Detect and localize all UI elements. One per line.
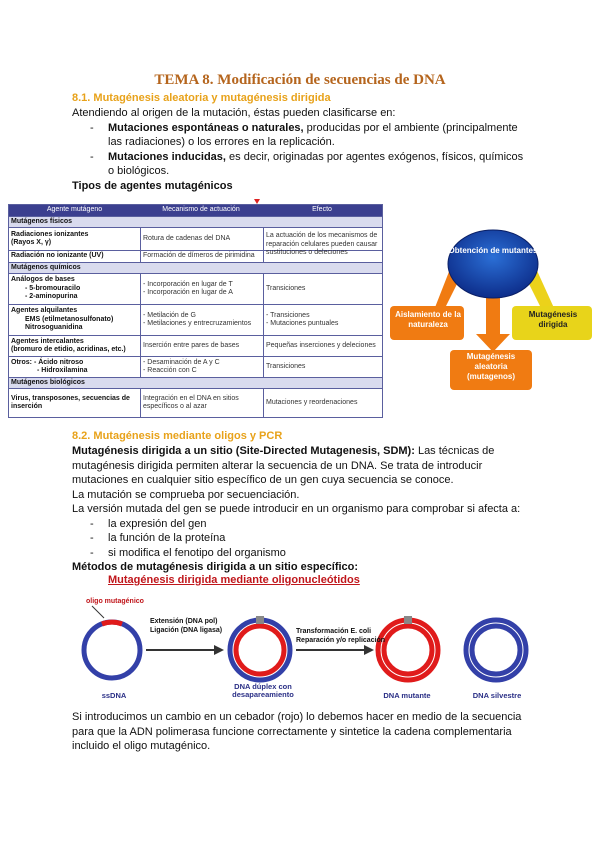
intro-text: Atendiendo al origen de la mutación, éstas pueden clasificarse en:	[72, 107, 396, 119]
cell: Análogos de bases	[11, 276, 75, 284]
cell: - Incorporación en lugar de A	[143, 289, 233, 296]
list-item: - la expresión del gen	[90, 517, 207, 530]
cell: - Metilaciones y entrecruzamientos	[143, 320, 252, 327]
text: mutagénesis dirigida permiten alterar la secuencia de un DNA. Se trata de introducir	[72, 459, 483, 472]
diagram-right-label: Mutagénesis dirigida	[528, 310, 578, 329]
diagram-bottom-label: Mutagénesis aleatoria (mutagenos)	[466, 352, 516, 381]
bold-term: Mutagénesis dirigida a un sitio (Site-Directed Mutagenesis, SDM):	[72, 445, 415, 457]
cell: - Mutaciones puntuales	[266, 320, 339, 327]
text: Si introducimos un cambio en un cebador (rojo) lo debemos hacer en medio de la secuencia	[72, 711, 522, 723]
table-row	[9, 304, 382, 335]
cell: Mutaciones y reordenaciones	[266, 398, 358, 406]
section-heading-8-1: 8.1. Mutagénesis aleatoria y mutagénesis dirigida	[72, 92, 331, 104]
header-cell: Agente mutágeno	[46, 206, 103, 214]
cell: - Hidroxilamina	[37, 367, 88, 374]
table-row	[9, 388, 382, 417]
text: Las técnicas de	[414, 445, 495, 457]
table-category: Mutágenos físicos	[9, 216, 382, 227]
cell: Formación de dímeros de pirimidina	[141, 251, 264, 262]
text: es decir, originadas por agentes exógenos, físicos, químicos	[225, 150, 524, 163]
cell: - Incorporación en lugar de T	[143, 280, 233, 288]
text: si modifica el fenotipo del organismo	[108, 546, 286, 559]
cell: Virus, transposones, secuencias de inserción	[9, 389, 141, 417]
text: La mutación se comprueba por secuenciación.	[72, 488, 300, 501]
header-cell: Efecto	[312, 206, 332, 214]
cell: Radiación no ionizante (UV)	[9, 251, 141, 262]
duplex-circle	[230, 620, 290, 680]
cell: - Transiciones	[266, 311, 310, 319]
text: DNA dúplex con	[234, 682, 292, 691]
text: Extensión (DNA pol)	[150, 618, 218, 625]
section-8-1-body	[72, 106, 572, 193]
arrow-down-icon	[476, 290, 510, 352]
sub-heading-oligonucleotidos: Mutagénesis dirigida mediante oligonucleótidos	[108, 574, 360, 586]
list-item: - la función de la proteína	[90, 532, 226, 544]
ssdna-label: ssDNA	[101, 691, 127, 700]
cell: - Desaminación de A y C	[143, 358, 220, 366]
text: para que la ADN polimerasa funcione correctamente y sintetice la cadena complementaria	[72, 725, 512, 738]
cell: Transiciones	[266, 284, 306, 292]
list-item: - si modifica el fenotipo del organismo	[90, 546, 286, 559]
cell: (Rayos X, γ)	[11, 239, 52, 246]
cell	[264, 251, 382, 262]
table-header	[9, 205, 382, 216]
step1-label	[150, 617, 222, 635]
cell: Radiaciones ionizantes	[11, 230, 89, 238]
table-category: Mutágenos químicos	[9, 262, 382, 273]
cell: Pequeñas inserciones y deleciones	[266, 341, 376, 349]
wild-label: DNA silvestre	[472, 691, 522, 700]
step2-label	[296, 627, 385, 645]
section-heading-8-2: 8.2. Mutagénesis mediante oligos y PCR	[72, 430, 283, 442]
text: Transformación E. coli	[296, 628, 372, 635]
cell: Nitrosoguanidina	[25, 324, 83, 332]
diagram-left-label: Aislamiento de la naturaleza	[395, 310, 461, 329]
cell: Integración en el DNA en sitios específicos o al azar	[141, 389, 264, 417]
cell: EMS (etilmetanosulfonato)	[25, 315, 114, 323]
duplex-label	[218, 683, 308, 699]
cell: La actuación de los mecanismos de reparación celulares pueden causar sustituciones o deleciones	[266, 232, 378, 257]
subheading-tipos: Tipos de agentes mutagénicos	[72, 179, 233, 192]
cell: - Metilación de G	[143, 311, 196, 319]
oligo-label: oligo mutagénico	[86, 598, 144, 605]
mismatch-icon	[256, 616, 264, 624]
wild-circle	[466, 620, 526, 680]
text: mutaciones en cualquier sitio específico de un gen cuya secuencia se conoce.	[72, 474, 454, 486]
cell: - Reacción con C	[143, 367, 197, 374]
cell: Agentes alquilantes	[11, 307, 78, 315]
text: desapareamiento	[232, 690, 294, 699]
diagram-top-label: Obtención de mutantes	[448, 246, 538, 255]
cell: - 2-aminopurina	[25, 293, 78, 301]
table-category: Mutágenos biológicos	[9, 377, 382, 388]
table-row	[9, 356, 382, 377]
section-8-2-body	[72, 444, 582, 575]
oligo-segment	[102, 622, 122, 624]
cell: Otros: - Ácido nitroso	[11, 358, 84, 366]
text: incluido el oligo mutagénico.	[72, 740, 211, 752]
table-row	[9, 250, 382, 262]
text: Ligación (DNA ligasa)	[150, 627, 223, 634]
text: las radiaciones) o los errores en la replicación.	[108, 136, 335, 148]
cell: Transiciones	[266, 362, 306, 370]
table-row	[9, 335, 382, 356]
table-row	[9, 273, 382, 304]
text: la función de la proteína	[108, 532, 226, 544]
page-title: TEMA 8. Modificación de secuencias de DNA	[154, 72, 446, 88]
cell: Agentes intercalantes	[11, 337, 84, 345]
text: o biológicos.	[108, 165, 170, 177]
obtencion-circle	[448, 230, 538, 298]
list-item: - Mutaciones inducidas, es decir, originadas por agentes exógenos, físicos, químicos o biológicos.	[90, 150, 524, 177]
text: producidas por el ambiente (principalmente	[303, 121, 518, 134]
cell: - 5-bromouracilo	[25, 284, 81, 292]
text: Reparación y/o replicación	[296, 637, 386, 644]
bold-term: Mutaciones espontáneas o naturales,	[108, 121, 304, 134]
bold-term: Mutaciones inducidas,	[108, 150, 226, 163]
cell: Inserción entre pares de bases	[141, 336, 264, 356]
text: la expresión del gen	[108, 517, 207, 530]
ssdna-circle	[84, 622, 140, 678]
cell: (bromuro de etidio, acridinas, etc.)	[11, 346, 126, 353]
mutant-label: DNA mutante	[383, 691, 431, 700]
mutant-circle	[378, 620, 438, 680]
cell: Rotura de cadenas del DNA	[141, 228, 264, 250]
mutagens-table	[8, 204, 383, 418]
text: La versión mutada del gen se puede introducir en un organismo para comprobar si afecta a:	[72, 503, 521, 515]
closing-paragraph	[72, 710, 592, 754]
header-cell: Mecanismo de actuación	[162, 206, 240, 214]
list-item: - Mutaciones espontáneas o naturales, producidas por el ambiente (principalmente las radiaciones) o los errores en la replicación.	[90, 121, 518, 148]
subheading-metodos: Métodos de mutagénesis dirigida a un sitio específico:	[72, 561, 359, 573]
